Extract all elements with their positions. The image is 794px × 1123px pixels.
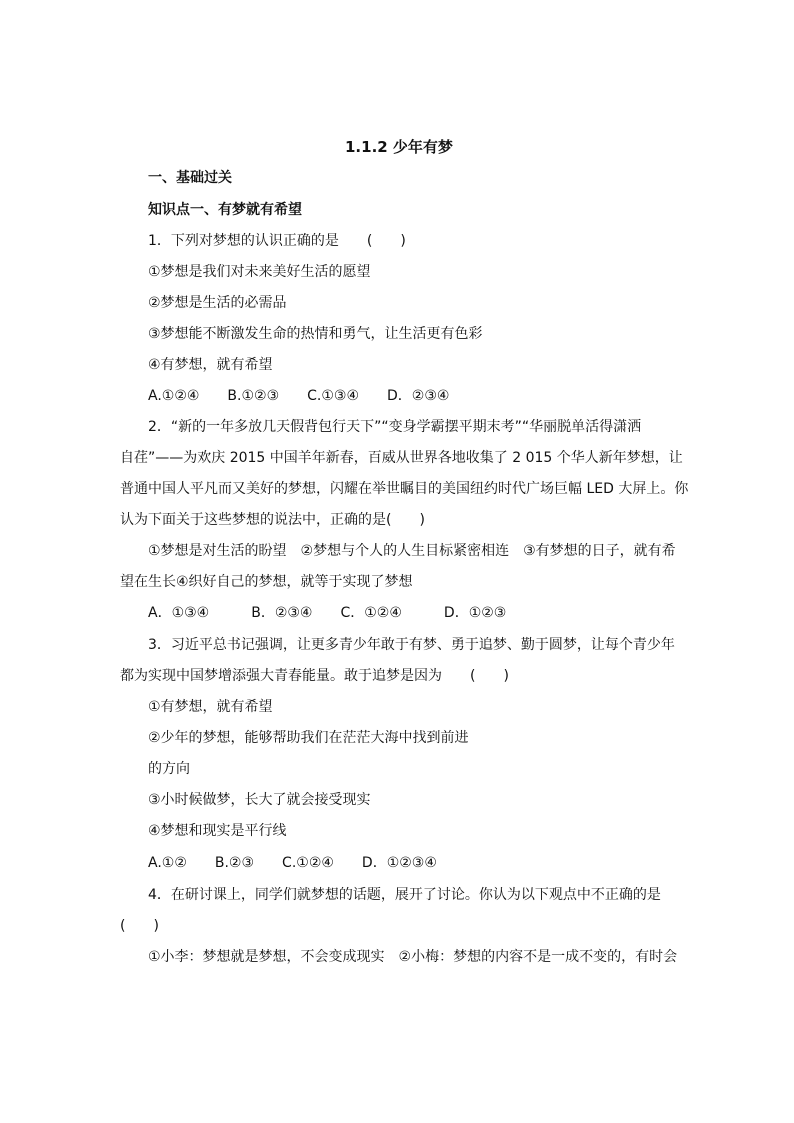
knowledge-point-heading: 知识点一、有梦就有希望 — [148, 202, 302, 218]
question-4-stem: 4．在研讨课上，同学们就梦想的话题，展开了讨论。你认为以下观点中不正确的是 — [148, 887, 661, 903]
question-1-statement-4: ④有梦想，就有希望 — [148, 357, 273, 373]
question-3-statement-1: ①有梦想，就有希望 — [148, 699, 273, 715]
question-1-options: A.①②④ B.①②③ C.①③④ D．②③④ — [148, 388, 450, 404]
question-1-statement-2: ②梦想是生活的必需品 — [148, 295, 287, 311]
question-3-statement-4: ④梦想和现实是平行线 — [148, 823, 287, 839]
question-1-statement-3: ③梦想能不断激发生命的热情和勇气，让生活更有色彩 — [148, 326, 483, 342]
question-4-statements-line-1: ①小李：梦想就是梦想，不会变成现实 ②小梅：梦想的内容不是一成不变的，有时会 — [148, 949, 678, 965]
question-3-stem-line-2: 都为实现中国梦增添强大青春能量。敢于追梦是因为 ( ) — [120, 668, 509, 684]
question-3-options: A.①② B.②③ C.①②④ D．①②③④ — [148, 855, 437, 871]
question-3-stem-line-1: 3．习近平总书记强调，让更多青少年敢于有梦、勇于追梦、勤于圆梦，让每个青少年 — [148, 637, 675, 653]
page-title: 1.1.2 少年有梦 — [345, 138, 453, 156]
question-2-statements-line-2: 望在生长④织好自己的梦想，就等于实现了梦想 — [120, 574, 413, 590]
question-2-statements-line-1: ①梦想是对生活的盼望 ②梦想与个人的人生目标紧密相连 ③有梦想的日子，就有希 — [148, 543, 676, 559]
question-2-stem-line-4: 认为下面关于这些梦想的说法中，正确的是( ) — [120, 512, 425, 528]
section-heading: 一、基础过关 — [148, 170, 232, 186]
question-2-stem-line-1: 2．“新的一年多放几天假背包行天下”“变身学霸摆平期末考”“华丽脱单活得潇洒 — [148, 419, 642, 435]
question-1-stem: 1．下列对梦想的认识正确的是 ( ) — [148, 233, 406, 249]
question-2-stem-line-2: 自荏”——为欢庆 2015 中国羊年新春，百威从世界各地收集了 2 015 个华人新年梦想，让 — [120, 450, 683, 466]
question-3-statement-2: ②少年的梦想，能够帮助我们在茫茫大海中找到前进 — [148, 730, 469, 746]
question-3-statement-2-cont: 的方向 — [148, 761, 190, 777]
question-3-statement-3: ③小时候做梦，长大了就会接受现实 — [148, 792, 371, 808]
question-4-answer-blank: ( ) — [120, 918, 159, 934]
question-1-statement-1: ①梦想是我们对未来美好生活的愿望 — [148, 264, 371, 280]
question-2-stem-line-3: 普通中国人平凡而又美好的梦想，闪耀在举世瞩目的美国纽约时代广场巨幅 LED 大屏上。你 — [120, 481, 689, 497]
question-2-options: A．①③④ B．②③④ C．①②④ D．①②③ — [148, 605, 507, 621]
